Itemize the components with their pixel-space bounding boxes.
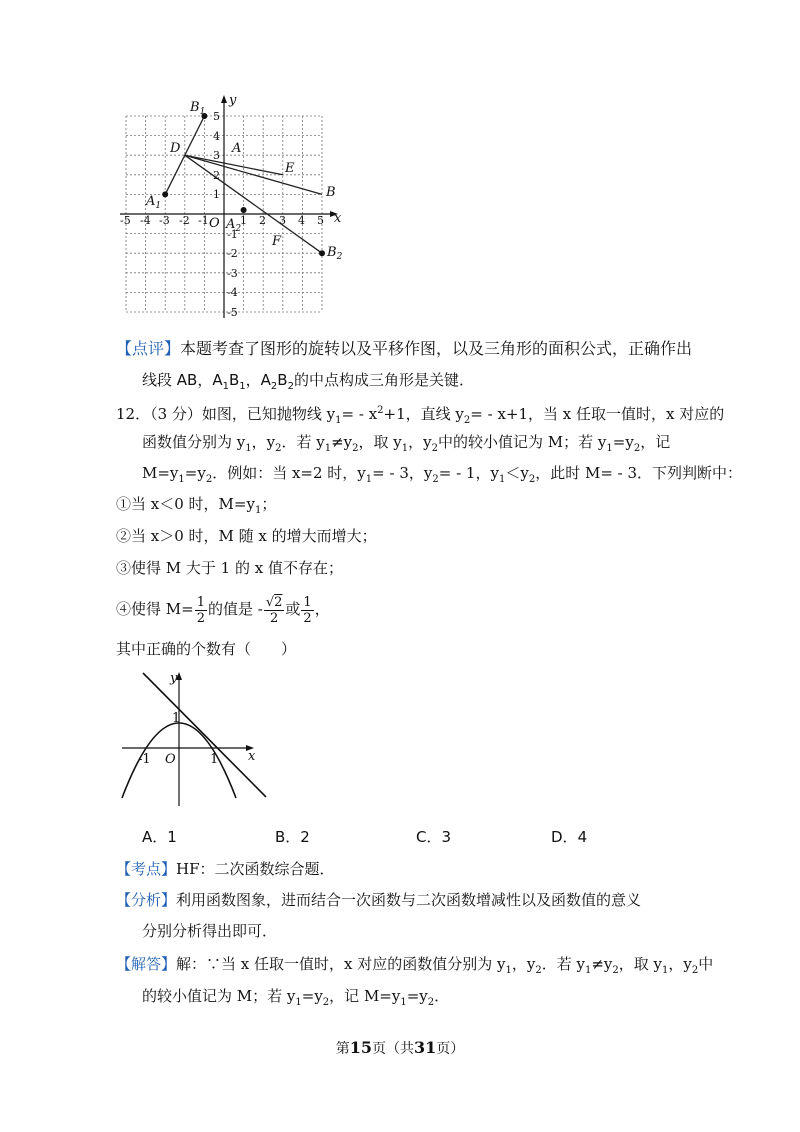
point-label-b1: $B_1$ (190, 100, 206, 117)
question-prompt: 其中正确的个数有（ ） (116, 640, 297, 658)
x-tick-label: -5 (120, 214, 131, 227)
fraction: $\frac{√2}{2}$ (265, 594, 283, 626)
x-axis-label: x (334, 211, 342, 226)
x-tick-label: 4 (298, 214, 305, 227)
x-tick-label: -1 (198, 214, 209, 227)
jieda-line-1: 【解答】解：∵当 x 任取一值时，x 对应的函数值分别为 $y_1$，$y_2$．若 $y_1\ne y_2$，取 $y_1$，$y_2$中 (116, 955, 714, 976)
point-label-a1: $A_1$ (146, 194, 162, 211)
x-axis-label: x (248, 749, 256, 764)
y-tick-label: -4 (227, 286, 238, 299)
review-line-2: 线段 AB，$A_1B_1$，$A_2B_2$的中点构成三角形是关键． (142, 371, 474, 392)
point-label-d: D (170, 141, 181, 156)
point-label-a: A (232, 141, 242, 156)
kaodian-line: 【考点】HF：二次函数综合题． (116, 860, 335, 878)
total-pages-number: 31 (414, 1038, 437, 1057)
figure-coordinate-grid (112, 92, 358, 320)
y-tick-label: -5 (227, 306, 238, 319)
point-label-f: F (272, 234, 282, 249)
fenxi-line-2: 分别分析得出即可． (142, 922, 278, 940)
x-tick-label: 5 (317, 214, 324, 227)
y-axis-label: y (229, 93, 237, 108)
y-tick-label: 3 (213, 149, 220, 162)
x-tick-label: -3 (159, 214, 170, 227)
question-12-line-1: 12．（3 分）如图，已知抛物线 $y_1= - x^2+1$，直线 $y_2= - x+1$，当 x 任取一值时，x 对应的 (116, 405, 725, 426)
y-tick-label: 4 (213, 130, 220, 143)
question-number: 12． (116, 405, 151, 423)
kaodian-tag: 【考点】 (116, 860, 177, 878)
y-tick-label: -2 (227, 247, 238, 260)
statement-4: ④使得 M= $\frac{1}{2}$ 的值是 - $\frac{√2}{2}$ 或 $\frac{1}{2}$ ， (116, 594, 330, 626)
y-tick-label: 2 (213, 169, 220, 182)
x-one-label: 1 (210, 752, 219, 767)
fenxi-tag: 【分析】 (116, 891, 177, 909)
y-tick-label: -1 (227, 228, 238, 241)
y-one-label: 1 (172, 711, 181, 726)
statement-2: ②当 x＞0 时，M 随 x 的增大而增大； (116, 527, 377, 545)
option-c[interactable]: C．3 (416, 828, 452, 846)
x-tick-label: -2 (179, 214, 190, 227)
x-tick-label: 3 (279, 214, 286, 227)
y-tick-label: 5 (213, 110, 220, 123)
y-tick-label: 1 (213, 188, 220, 201)
option-a[interactable]: A．1 (142, 828, 177, 846)
review-tag: 【点评】 (116, 339, 181, 358)
option-d[interactable]: D．4 (551, 828, 588, 846)
fenxi-line-1: 【分析】利用函数图象，进而结合一次函数与二次函数增减性以及函数值的意义 (116, 891, 642, 909)
statement-1: ①当 x＜0 时，$M=y_1$； (116, 495, 277, 516)
x-tick-label: 2 (259, 214, 266, 227)
point-label-b: B (326, 185, 336, 200)
page-footer: 第15页（共31页） (335, 1038, 465, 1057)
origin-label: O (165, 752, 176, 767)
point-label-e: E (285, 161, 295, 176)
point-label-a2: $A_2$ (226, 217, 242, 234)
x-tick-label: -4 (140, 214, 151, 227)
y-axis-label: y (170, 671, 178, 686)
question-12-line-2: 函数值分别为 $y_1$，$y_2$．若 $y_1\ne y_2$，取 $y_1$，$y_2$中的较小值记为 M；若 $y_1=y_2$，记 (142, 433, 671, 454)
figure-parabola-line (115, 662, 275, 810)
option-b[interactable]: B．2 (275, 828, 310, 846)
jieda-tag: 【解答】 (116, 955, 177, 973)
fraction: $\frac{1}{2}$ (303, 594, 312, 626)
straight-line (143, 673, 266, 797)
review-paragraph: 【点评】本题考查了图形的旋转以及平移作图，以及三角形的面积公式，正确作出 (116, 339, 693, 358)
fraction: $\frac{1}{2}$ (196, 594, 205, 626)
y-tick-label: -3 (227, 267, 238, 280)
jieda-line-2: 的较小值记为 M；若 $y_1=y_2$，记 $M=y_1=y_2$． (142, 987, 450, 1008)
statement-3: ③使得 M 大于 1 的 x 值不存在； (116, 559, 343, 577)
point-label-b2: $B_2$ (327, 245, 343, 262)
question-12-line-3: $M=y_1=y_2$．例如：当 x=2 时，$y_1= - 3$，$y_2= - 1$，$y_1<y_2$，此时 M= - 3．下列判断中： (142, 464, 743, 485)
neg-one-label: -1 (138, 752, 151, 767)
origin-label: O (209, 216, 220, 231)
current-page-number: 15 (349, 1038, 372, 1057)
x-tick-label: 1 (240, 214, 247, 227)
